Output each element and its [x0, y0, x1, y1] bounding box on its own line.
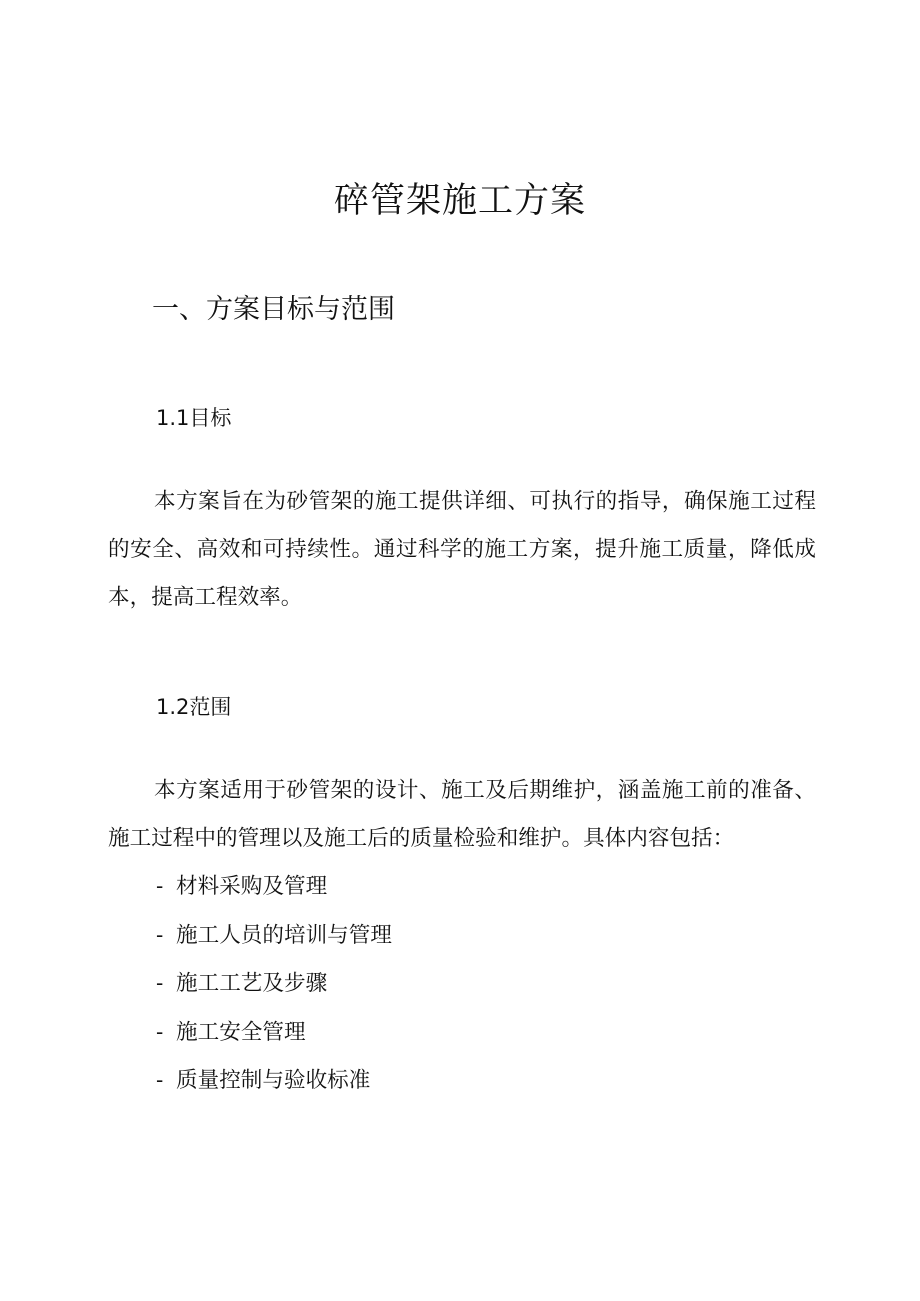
list-item [156, 912, 392, 961]
list-item [156, 960, 392, 1009]
list-item [156, 1009, 392, 1058]
list-item-text: 施工人员的培训与管理 [176, 922, 392, 948]
subsection-heading-1-2: 1.2范围 [156, 695, 232, 719]
scope-paragraph: 本方案适用于砂管架的设计、施工及后期维护，涵盖施工前的准备、施工过程中的管理以及施工后的质量检验和维护。具体内容包括： [108, 778, 816, 851]
subsection-heading-1-1: 1.1目标 [156, 406, 232, 430]
bullet-dash: - [156, 1019, 164, 1045]
list-item-text: 施工安全管理 [176, 1019, 306, 1045]
bullet-dash: - [156, 1068, 164, 1093]
scope-items-list [156, 863, 392, 1106]
list-item [156, 863, 392, 912]
list-item-text: 施工工艺及步骤 [176, 971, 328, 996]
bullet-dash: - [156, 971, 164, 996]
section-heading-1: 一、方案目标与范围 [152, 294, 395, 325]
list-item [156, 1057, 392, 1106]
document-title: 碎管架施工方案 [333, 181, 586, 221]
list-item-text: 质量控制与验收标准 [176, 1068, 371, 1093]
bullet-dash: - [156, 874, 164, 899]
list-item-text: 材料采购及管理 [176, 874, 328, 899]
bullet-dash: - [156, 922, 164, 948]
goal-paragraph: 本方案旨在为砂管架的施工提供详细、可执行的指导，确保施工过程的安全、高效和可持续性。通过科学的施工方案，提升施工质量，降低成本，提高工程效率。 [108, 489, 816, 610]
